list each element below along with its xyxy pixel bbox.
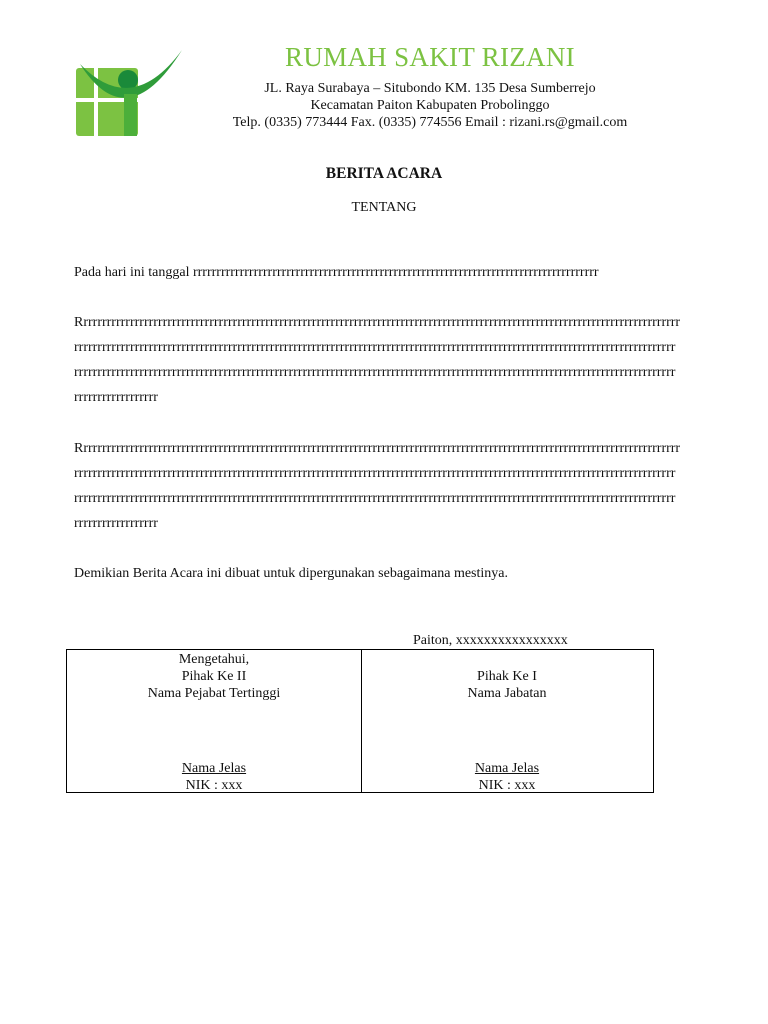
opening-line: Pada hari ini tanggal rrrrrrrrrrrrrrrrrrrrrrrrrrrrrrrrrrrrrrrrrrrrrrrrrrrrrrrrrrrrrrrrrrrrrrrrrrrrrrrrrrrrrrr [74, 265, 599, 280]
party-one-name: Nama Jelas [474, 761, 540, 776]
place-date: Paiton, xxxxxxxxxxxxxxxx [413, 633, 568, 648]
paragraph-2-line-4: rrrrrrrrrrrrrrrrrr [74, 516, 158, 531]
document-subtitle: TENTANG [351, 200, 417, 215]
document-title: BERITA ACARA [325, 165, 443, 182]
contact-line: Telp. (0335) 773444 Fax. (0335) 774556 Email : rizani.rs@gmail.com [232, 115, 628, 130]
signature-right-column [361, 650, 653, 792]
paragraph-1-line-2: rrrrrrrrrrrrrrrrrrrrrrrrrrrrrrrrrrrrrrrrrrrrrrrrrrrrrrrrrrrrrrrrrrrrrrrrrrrrrrrrrrrrrrrrrrrrrrrrrrrrrrrrrrrrrrrrrrrrrrrrrrrrrrrrr [74, 340, 676, 355]
closing-statement: Demikian Berita Acara ini dibuat untuk dipergunakan sebagaimana mestinya. [74, 566, 508, 581]
signature-table [66, 649, 654, 793]
paragraph-2-line-3: rrrrrrrrrrrrrrrrrrrrrrrrrrrrrrrrrrrrrrrrrrrrrrrrrrrrrrrrrrrrrrrrrrrrrrrrrrrrrrrrrrrrrrrrrrrrrrrrrrrrrrrrrrrrrrrrrrrrrrrrrrrrrrrrr [74, 491, 676, 506]
paragraph-1-line-4: rrrrrrrrrrrrrrrrrr [74, 390, 158, 405]
hospital-name: RUMAH SAKIT RIZANI [285, 42, 575, 72]
party-one-position: Nama Jabatan [467, 686, 547, 701]
hospital-logo [72, 48, 184, 140]
paragraph-1-line-1: Rrrrrrrrrrrrrrrrrrrrrrrrrrrrrrrrrrrrrrrrrrrrrrrrrrrrrrrrrrrrrrrrrrrrrrrrrrrrrrrrrrrrrrrrrrrrrrrrrrrrrrrrrrrrrrrrrrrrrrrrrrrrrrrrr [74, 315, 681, 330]
signature-left-column [67, 650, 362, 792]
party-two-name: Nama Jelas [181, 761, 247, 776]
party-two-position: Nama Pejabat Tertinggi [147, 686, 281, 701]
party-one-label: Pihak Ke I [477, 669, 537, 684]
party-two-label: Pihak Ke II [181, 669, 247, 684]
paragraph-2-line-1: Rrrrrrrrrrrrrrrrrrrrrrrrrrrrrrrrrrrrrrrrrrrrrrrrrrrrrrrrrrrrrrrrrrrrrrrrrrrrrrrrrrrrrrrrrrrrrrrrrrrrrrrrrrrrrrrrrrrrrrrrrrrrrrrrr [74, 441, 681, 456]
party-two-nik: NIK : xxx [185, 778, 243, 793]
address-line-2: Kecamatan Paiton Kabupaten Probolinggo [310, 98, 550, 113]
logo-body [124, 94, 137, 136]
paragraph-1-line-3: rrrrrrrrrrrrrrrrrrrrrrrrrrrrrrrrrrrrrrrrrrrrrrrrrrrrrrrrrrrrrrrrrrrrrrrrrrrrrrrrrrrrrrrrrrrrrrrrrrrrrrrrrrrrrrrrrrrrrrrrrrrrrrrrr [74, 365, 676, 380]
party-one-nik: NIK : xxx [478, 778, 536, 793]
address-line-1: JL. Raya Surabaya – Situbondo KM. 135 Desa Sumberrejo [264, 81, 596, 96]
acknowledged-label: Mengetahui, [178, 652, 250, 667]
paragraph-2-line-2: rrrrrrrrrrrrrrrrrrrrrrrrrrrrrrrrrrrrrrrrrrrrrrrrrrrrrrrrrrrrrrrrrrrrrrrrrrrrrrrrrrrrrrrrrrrrrrrrrrrrrrrrrrrrrrrrrrrrrrrrrrrrrrrrr [74, 466, 676, 481]
